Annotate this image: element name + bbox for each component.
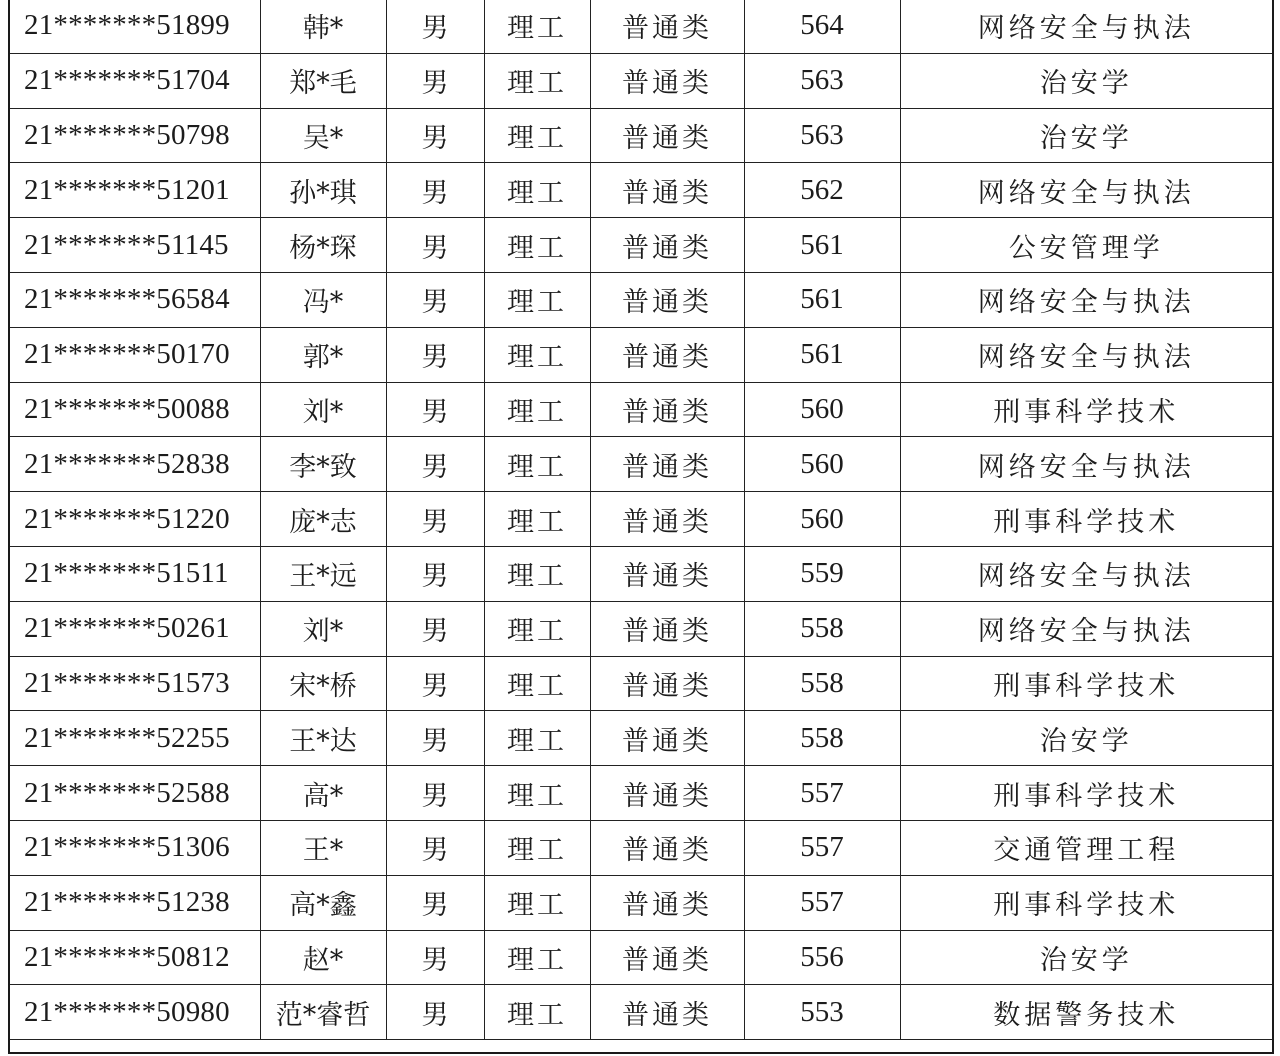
table-row [10, 327, 1272, 382]
candidate-id-cell: 21*******52588 [10, 766, 260, 821]
gender-cell: 男 [386, 437, 484, 492]
gender-cell: 男 [386, 546, 484, 601]
major-cell: 治安学 [900, 930, 1272, 985]
subject-category-cell: 理工 [484, 930, 590, 985]
subject-category-cell: 理工 [484, 163, 590, 218]
table-row [10, 820, 1272, 875]
candidate-name-cell: 王*远 [260, 546, 386, 601]
major-cell: 治安学 [900, 108, 1272, 163]
candidate-name-cell: 王*达 [260, 711, 386, 766]
table-row [10, 492, 1272, 547]
admission-type-cell: 普通类 [590, 437, 744, 492]
major-cell: 刑事科学技术 [900, 492, 1272, 547]
candidate-id-cell: 21*******51220 [10, 492, 260, 547]
gender-cell: 男 [386, 930, 484, 985]
admission-type-cell: 普通类 [590, 985, 744, 1040]
table-row [10, 382, 1272, 437]
subject-category-cell: 理工 [484, 546, 590, 601]
table-row [10, 930, 1272, 985]
gender-cell: 男 [386, 711, 484, 766]
score-cell: 553 [744, 985, 900, 1040]
candidate-id-cell: 21*******51145 [10, 218, 260, 273]
admission-type-cell: 普通类 [590, 327, 744, 382]
gender-cell: 男 [386, 327, 484, 382]
score-cell: 563 [744, 108, 900, 163]
candidate-id-cell: 21*******50812 [10, 930, 260, 985]
score-cell: 557 [744, 820, 900, 875]
subject-category-cell: 理工 [484, 601, 590, 656]
candidate-name-cell: 王* [260, 820, 386, 875]
subject-category-cell: 理工 [484, 875, 590, 930]
candidate-id-cell: 21*******52838 [10, 437, 260, 492]
score-cell: 562 [744, 163, 900, 218]
candidate-name-cell: 高* [260, 766, 386, 821]
major-cell: 网络安全与执法 [900, 546, 1272, 601]
admission-type-cell: 普通类 [590, 656, 744, 711]
subject-category-cell: 理工 [484, 766, 590, 821]
major-cell: 刑事科学技术 [900, 656, 1272, 711]
admission-type-cell: 普通类 [590, 492, 744, 547]
score-cell: 559 [744, 546, 900, 601]
admission-type-cell: 普通类 [590, 218, 744, 273]
subject-category-cell: 理工 [484, 108, 590, 163]
admission-type-cell: 普通类 [590, 601, 744, 656]
admission-type-cell: 普通类 [590, 711, 744, 766]
major-cell: 网络安全与执法 [900, 0, 1272, 53]
subject-category-cell: 理工 [484, 272, 590, 327]
major-cell: 刑事科学技术 [900, 766, 1272, 821]
table-row [10, 53, 1272, 108]
subject-category-cell: 理工 [484, 327, 590, 382]
roster-body [10, 0, 1272, 1040]
gender-cell: 男 [386, 601, 484, 656]
gender-cell: 男 [386, 163, 484, 218]
major-cell: 网络安全与执法 [900, 601, 1272, 656]
major-cell: 刑事科学技术 [900, 382, 1272, 437]
candidate-id-cell: 21*******52255 [10, 711, 260, 766]
subject-category-cell: 理工 [484, 53, 590, 108]
score-cell: 558 [744, 711, 900, 766]
major-cell: 刑事科学技术 [900, 875, 1272, 930]
admission-type-cell: 普通类 [590, 930, 744, 985]
subject-category-cell: 理工 [484, 656, 590, 711]
score-cell: 558 [744, 656, 900, 711]
table-row [10, 0, 1272, 53]
gender-cell: 男 [386, 218, 484, 273]
subject-category-cell: 理工 [484, 218, 590, 273]
score-cell: 557 [744, 875, 900, 930]
candidate-id-cell: 21*******50980 [10, 985, 260, 1040]
table-row [10, 656, 1272, 711]
major-cell: 公安管理学 [900, 218, 1272, 273]
candidate-id-cell: 21*******51899 [10, 0, 260, 53]
candidate-name-cell: 孙*琪 [260, 163, 386, 218]
admission-type-cell: 普通类 [590, 272, 744, 327]
major-cell: 网络安全与执法 [900, 437, 1272, 492]
table-row [10, 601, 1272, 656]
admission-type-cell: 普通类 [590, 108, 744, 163]
score-cell: 561 [744, 272, 900, 327]
admission-roster-table [10, 0, 1272, 1040]
major-cell: 网络安全与执法 [900, 272, 1272, 327]
candidate-id-cell: 21*******50798 [10, 108, 260, 163]
admission-type-cell: 普通类 [590, 546, 744, 601]
subject-category-cell: 理工 [484, 382, 590, 437]
table-row [10, 546, 1272, 601]
gender-cell: 男 [386, 985, 484, 1040]
gender-cell: 男 [386, 875, 484, 930]
candidate-id-cell: 21*******51704 [10, 53, 260, 108]
admission-roster-sheet [8, 0, 1274, 1054]
gender-cell: 男 [386, 108, 484, 163]
admission-type-cell: 普通类 [590, 53, 744, 108]
gender-cell: 男 [386, 656, 484, 711]
table-row [10, 163, 1272, 218]
admission-type-cell: 普通类 [590, 0, 744, 53]
gender-cell: 男 [386, 766, 484, 821]
gender-cell: 男 [386, 492, 484, 547]
candidate-id-cell: 21*******51306 [10, 820, 260, 875]
gender-cell: 男 [386, 0, 484, 53]
candidate-name-cell: 刘* [260, 601, 386, 656]
score-cell: 563 [744, 53, 900, 108]
candidate-name-cell: 范*睿哲 [260, 985, 386, 1040]
score-cell: 558 [744, 601, 900, 656]
candidate-name-cell: 韩* [260, 0, 386, 53]
score-cell: 560 [744, 437, 900, 492]
candidate-id-cell: 21*******51238 [10, 875, 260, 930]
subject-category-cell: 理工 [484, 492, 590, 547]
subject-category-cell: 理工 [484, 985, 590, 1040]
admission-type-cell: 普通类 [590, 163, 744, 218]
candidate-id-cell: 21*******50088 [10, 382, 260, 437]
score-cell: 556 [744, 930, 900, 985]
score-cell: 560 [744, 492, 900, 547]
admission-type-cell: 普通类 [590, 820, 744, 875]
candidate-id-cell: 21*******51201 [10, 163, 260, 218]
table-row [10, 875, 1272, 930]
major-cell: 网络安全与执法 [900, 327, 1272, 382]
candidate-name-cell: 杨*琛 [260, 218, 386, 273]
candidate-id-cell: 21*******51573 [10, 656, 260, 711]
candidate-id-cell: 21*******51511 [10, 546, 260, 601]
major-cell: 交通管理工程 [900, 820, 1272, 875]
major-cell: 数据警务技术 [900, 985, 1272, 1040]
candidate-name-cell: 赵* [260, 930, 386, 985]
score-cell: 561 [744, 218, 900, 273]
candidate-id-cell: 21*******50261 [10, 601, 260, 656]
admission-type-cell: 普通类 [590, 875, 744, 930]
score-cell: 557 [744, 766, 900, 821]
candidate-id-cell: 21*******56584 [10, 272, 260, 327]
candidate-name-cell: 郭* [260, 327, 386, 382]
subject-category-cell: 理工 [484, 437, 590, 492]
gender-cell: 男 [386, 820, 484, 875]
subject-category-cell: 理工 [484, 0, 590, 53]
gender-cell: 男 [386, 382, 484, 437]
candidate-name-cell: 冯* [260, 272, 386, 327]
candidate-name-cell: 吴* [260, 108, 386, 163]
candidate-id-cell: 21*******50170 [10, 327, 260, 382]
table-row [10, 108, 1272, 163]
table-row [10, 766, 1272, 821]
major-cell: 治安学 [900, 53, 1272, 108]
subject-category-cell: 理工 [484, 711, 590, 766]
candidate-name-cell: 庞*志 [260, 492, 386, 547]
table-row [10, 272, 1272, 327]
score-cell: 564 [744, 0, 900, 53]
gender-cell: 男 [386, 272, 484, 327]
table-row [10, 437, 1272, 492]
candidate-name-cell: 李*致 [260, 437, 386, 492]
score-cell: 560 [744, 382, 900, 437]
candidate-name-cell: 郑*毛 [260, 53, 386, 108]
admission-type-cell: 普通类 [590, 766, 744, 821]
candidate-name-cell: 高*鑫 [260, 875, 386, 930]
major-cell: 网络安全与执法 [900, 163, 1272, 218]
major-cell: 治安学 [900, 711, 1272, 766]
table-row [10, 218, 1272, 273]
candidate-name-cell: 刘* [260, 382, 386, 437]
table-row [10, 985, 1272, 1040]
candidate-name-cell: 宋*桥 [260, 656, 386, 711]
score-cell: 561 [744, 327, 900, 382]
table-row [10, 711, 1272, 766]
admission-type-cell: 普通类 [590, 382, 744, 437]
subject-category-cell: 理工 [484, 820, 590, 875]
gender-cell: 男 [386, 53, 484, 108]
